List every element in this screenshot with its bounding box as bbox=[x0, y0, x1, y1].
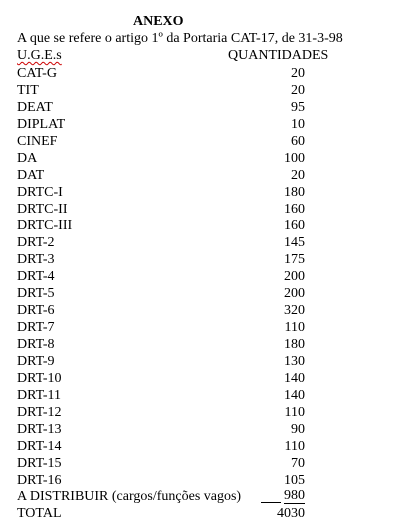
uge-name: DRTC-III bbox=[17, 218, 73, 234]
table-row bbox=[17, 421, 317, 438]
table-row bbox=[17, 455, 317, 472]
uge-name: DRT-15 bbox=[17, 455, 62, 471]
table-row bbox=[17, 99, 317, 116]
distribuir-row bbox=[17, 488, 317, 505]
table-row bbox=[17, 167, 317, 184]
uge-quantity: 175 bbox=[284, 252, 305, 268]
uge-quantity: 145 bbox=[284, 235, 305, 251]
uge-name: CINEF bbox=[17, 133, 58, 149]
uge-quantity: 105 bbox=[284, 472, 305, 488]
table-row bbox=[17, 336, 317, 353]
uge-quantity: 20 bbox=[291, 66, 305, 81]
uge-quantity: 130 bbox=[284, 353, 305, 369]
table-row bbox=[17, 404, 317, 421]
table-row bbox=[17, 387, 317, 404]
uge-name: DRT-14 bbox=[17, 438, 62, 454]
uge-quantity: 110 bbox=[284, 320, 305, 336]
uge-quantity: 95 bbox=[291, 99, 305, 115]
uge-quantity: 180 bbox=[284, 337, 305, 352]
uge-name: DRT-11 bbox=[17, 387, 62, 403]
uge-quantity: 90 bbox=[291, 421, 305, 437]
uge-quantity: 980 bbox=[284, 488, 305, 504]
uge-name: CAT-G bbox=[17, 66, 57, 81]
uge-quantity: 200 bbox=[284, 286, 305, 302]
quantity-column-header: QUANTIDADES bbox=[228, 48, 329, 63]
uge-name: DEAT bbox=[17, 99, 53, 115]
uge-name: DRT-13 bbox=[17, 421, 62, 437]
uge-name: DRT-7 bbox=[17, 320, 55, 336]
uge-quantity: 4030 bbox=[277, 506, 305, 522]
uge-name: DRT-3 bbox=[17, 252, 55, 268]
table-row bbox=[17, 268, 317, 285]
uge-name: DAT bbox=[17, 167, 45, 183]
table-row bbox=[17, 234, 317, 251]
uge-quantity: 10 bbox=[291, 116, 305, 132]
uge-name: DRT-10 bbox=[17, 370, 62, 386]
uge-quantity: 320 bbox=[284, 303, 305, 319]
uge-name: DRT-16 bbox=[17, 472, 62, 488]
uge-quantity: 160 bbox=[284, 218, 305, 234]
table-row bbox=[17, 438, 317, 455]
uge-name: DRT-2 bbox=[17, 235, 55, 251]
uge-quantity: 20 bbox=[291, 82, 305, 98]
uge-name: DRT-5 bbox=[17, 286, 55, 302]
table-row bbox=[17, 370, 317, 387]
uge-name: DA bbox=[17, 150, 38, 166]
fill-rule-line bbox=[261, 502, 281, 503]
table-row bbox=[17, 65, 317, 82]
uge-name: DRT-9 bbox=[17, 353, 55, 369]
uge-name: DRT-6 bbox=[17, 303, 55, 319]
uge-quantity: 110 bbox=[284, 438, 305, 454]
document-title: ANEXO bbox=[133, 14, 184, 29]
uge-name: DIPLAT bbox=[17, 116, 66, 132]
uge-name: TOTAL bbox=[17, 506, 62, 522]
table-row bbox=[17, 201, 317, 218]
uge-name: DRTC-II bbox=[17, 201, 68, 217]
uge-name: DRT-8 bbox=[17, 337, 55, 352]
uge-name: DRTC-I bbox=[17, 184, 63, 200]
uge-quantity: 140 bbox=[284, 387, 305, 403]
table-row bbox=[17, 150, 317, 167]
table-row bbox=[17, 472, 317, 489]
uge-quantity: 100 bbox=[284, 150, 305, 166]
uge-quantity: 110 bbox=[284, 404, 305, 420]
table-row bbox=[17, 302, 317, 319]
uge-quantity: 200 bbox=[284, 269, 305, 285]
uge-name: TIT bbox=[17, 82, 39, 98]
uge-quantity: 180 bbox=[284, 184, 305, 200]
uge-quantity: 60 bbox=[291, 133, 305, 149]
table-row bbox=[17, 82, 317, 99]
table-row bbox=[17, 251, 317, 268]
document-subtitle: A que se refere o artigo 1º da Portaria CAT-17, de 31-3-98 bbox=[17, 31, 343, 46]
table-header bbox=[17, 48, 347, 64]
total-row bbox=[17, 505, 317, 522]
uge-quantity: 160 bbox=[284, 201, 305, 217]
table-row bbox=[17, 353, 317, 370]
table-body bbox=[17, 65, 317, 522]
table-row bbox=[17, 116, 317, 133]
table-row bbox=[17, 285, 317, 302]
table-row bbox=[17, 217, 317, 234]
table-row bbox=[17, 184, 317, 201]
table-row bbox=[17, 319, 317, 336]
uge-name: DRT-4 bbox=[17, 269, 55, 285]
uge-name: A DISTRIBUIR (cargos/funções vagos) bbox=[17, 489, 242, 505]
uge-quantity: 140 bbox=[284, 370, 305, 386]
uge-column-header: U.G.E.s bbox=[17, 48, 62, 63]
uge-quantity: 20 bbox=[291, 167, 305, 183]
table-row bbox=[17, 133, 317, 150]
uge-name: DRT-12 bbox=[17, 404, 62, 420]
uge-quantity: 70 bbox=[291, 455, 305, 471]
